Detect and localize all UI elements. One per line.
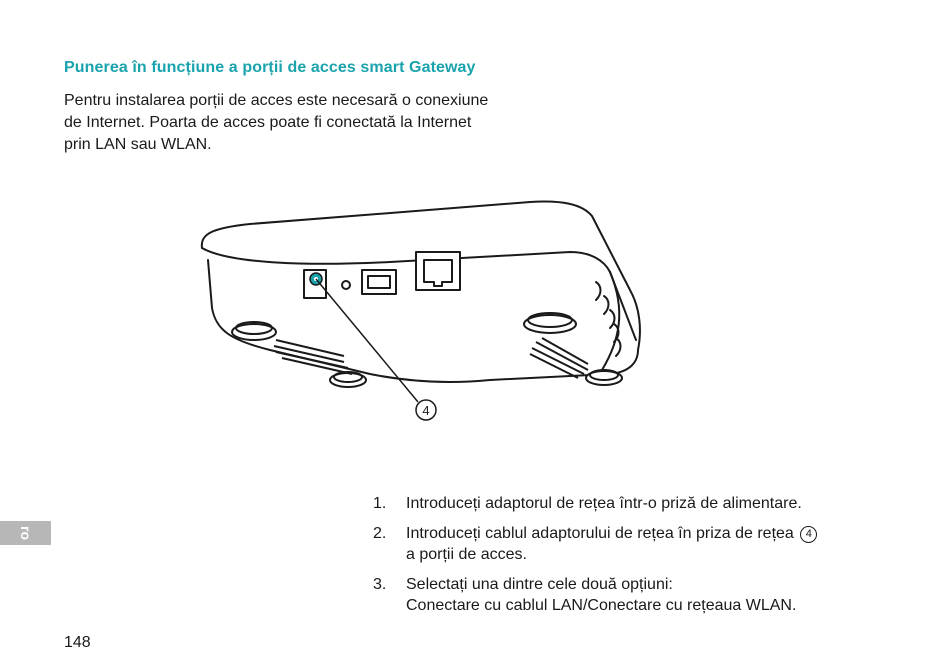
intro-paragraph [64,90,544,156]
step-text-part: Introduceți cablul adaptorului de rețea în priza de rețea [406,525,794,542]
reset-hole [342,281,350,289]
step-2 [373,523,893,565]
intro-line: Pentru instalarea porții de acces este necesară o conexiune [64,92,489,109]
step-number: 1. [373,495,387,512]
gateway-device-illustration [190,190,650,430]
callout-number: 4 [422,403,430,418]
step-text: Selectați una dintre cele două opțiuni: [406,576,673,593]
page-number: 148 [64,634,91,651]
step-number: 3. [373,576,387,593]
instruction-steps [373,493,893,625]
intro-line: de Internet. Poarta de acces poate fi conectată la Internet [64,114,472,131]
language-code: ro [18,526,34,540]
step-text [406,523,893,544]
step-1 [373,493,893,514]
section-heading: Punerea în funcțiune a porții de acces smart Gateway [64,59,476,76]
intro-line: prin LAN sau WLAN. [64,136,212,153]
lan-port [416,252,460,290]
callout-ref: 4 [800,526,817,543]
step-number: 2. [373,525,387,542]
step-3 [373,574,893,616]
step-text: a porții de acces. [406,546,527,563]
language-tab [0,521,51,545]
step-text: Introduceți adaptorul de rețea într-o priză de alimentare. [406,495,802,512]
step-text: Conectare cu cablul LAN/Conectare cu rețeaua WLAN. [406,597,797,614]
